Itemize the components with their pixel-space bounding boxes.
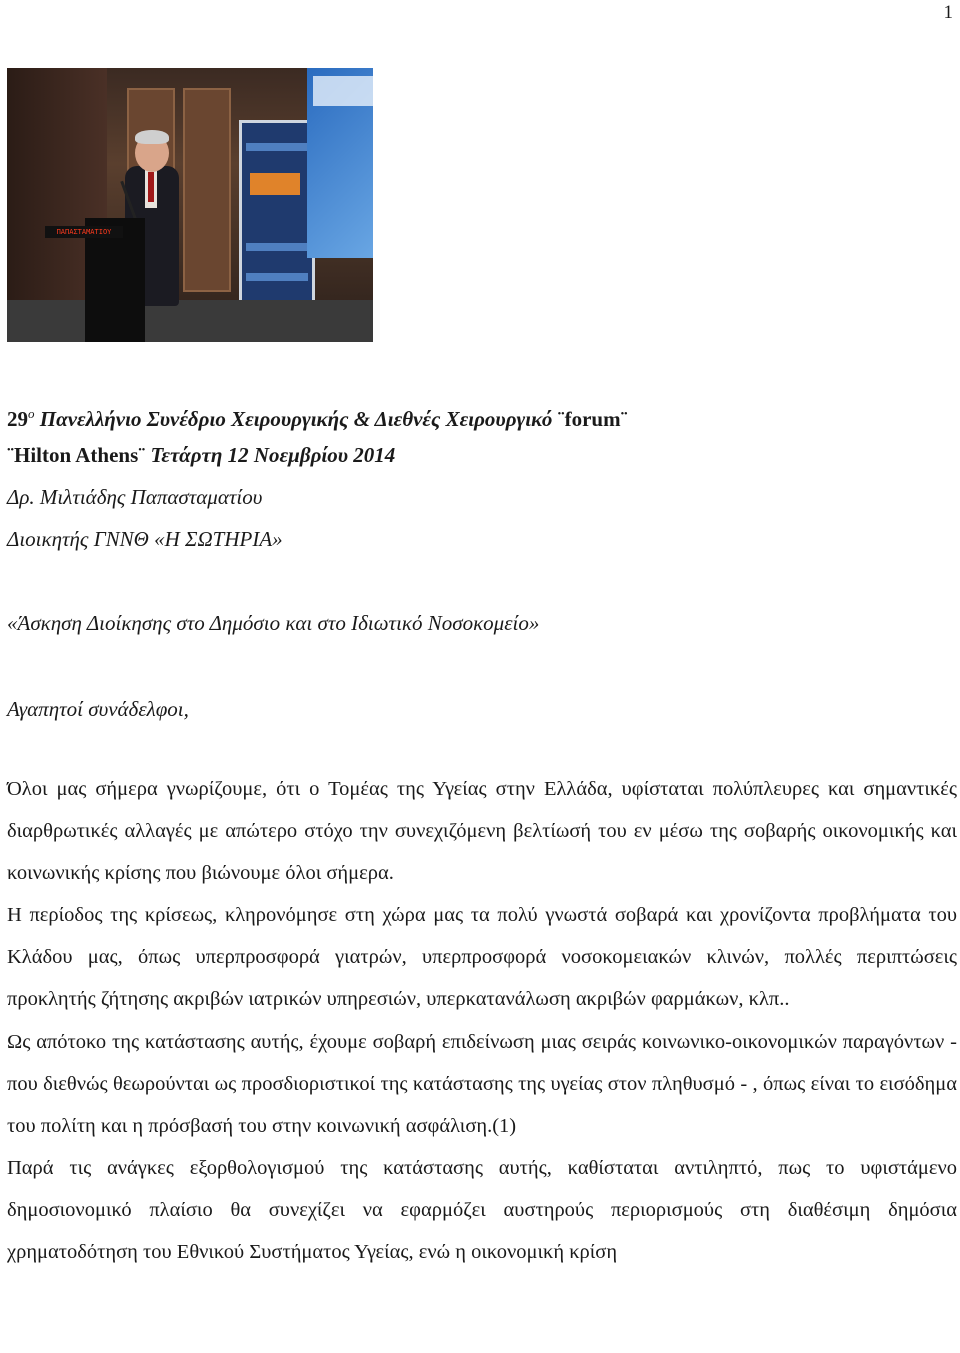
projection-screen bbox=[307, 68, 373, 258]
paragraph-1: Όλοι μας σήμερα γνωρίζουμε, ότι ο Τομέας της Υγείας στην Ελλάδα, υφίσταται πολύπλευρες και σημαντικές διαρθρωτικές αλλαγές με απώτερο στόχο την συνεχιζόμενη βελτίωσή του εν μέσω της σοβαρής οικονομικής και κοινωνικής κρίσης που βιώνουμε όλοι σήμερα. bbox=[7, 778, 957, 885]
speaker-role: Διοικητής ΓΝΝΘ «Η ΣΩΤΗΡΙΑ» bbox=[7, 527, 283, 551]
conference-name: Πανελλήνιο Συνέδριο Χειρουργικής & Διεθνές Χειρουργικό bbox=[34, 407, 558, 431]
paragraph-2: Η περίοδος της κρίσεως, κληρονόμησε στη χώρα μας τα πολύ γνωστά σοβαρά και χρονίζοντα προβλήματα του Κλάδου μας, όπως υπερπροσφορά γιατρών, υπερπροσφορά νοσοκομειακών κλινών, πολλές περιπτώσεις προκλητής ζήτησης ακριβών ιατρικών υπηρεσιών, υπερκατανάλωση ακριβών φαρμάκων, κλπ.. bbox=[7, 904, 957, 1011]
paragraph-4: Παρά τις ανάγκες εξορθολογισμού της κατάστασης αυτής, καθίσταται αντιληπτό, πως το υφιστάμενο δημοσιονομικό πλαίσιο θα συνεχίζει να εφαρμόζει αυστηρούς περιορισμούς στη διαθέσιμη δημόσια χρηματοδότηση του Εθνικού Συστήματος Υγείας, ενώ η οικονομική κρίση bbox=[7, 1156, 957, 1264]
greeting: Αγαπητοί συνάδελφοι, bbox=[7, 697, 189, 721]
edition-number: 29 bbox=[7, 407, 28, 431]
talk-title: «Άσκηση Διοίκησης στο Δημόσιο και στο Ιδιωτικό Νοσοκομείο» bbox=[7, 611, 540, 635]
conference-photo bbox=[7, 68, 373, 342]
body-text bbox=[7, 768, 957, 1273]
venue-date-line bbox=[7, 443, 395, 467]
venue: ¨Hilton Athens¨ bbox=[7, 443, 146, 467]
speaker-name: Δρ. Μιλτιάδης Παπασταματίου bbox=[7, 485, 263, 509]
event-date: Τετάρτη 12 Νοεμβρίου 2014 bbox=[145, 443, 396, 467]
paragraph-3: Ως απότοκο της κατάστασης αυτής, έχουμε σοβαρή επιδείνωση μιας σειράς κοινωνικο-οικονομικών παραγόντων - που διεθνώς θεωρούνται ως προσδιοριστικοί της κατάστασης της υγείας στον πληθυσμό - , όπως είναι το εισόδημα του πολίτη και η πρόσβασή του στην κοινωνική ασφάλιση.(1) bbox=[7, 1030, 957, 1137]
photo-floor bbox=[7, 300, 373, 342]
forum-label: ¨forum¨ bbox=[557, 407, 628, 431]
podium-nameplate: ΠΑΠΑΣΤΑΜΑΤΙΟΥ bbox=[45, 226, 123, 238]
conference-line bbox=[7, 402, 628, 431]
page-number: 1 bbox=[943, 2, 953, 23]
photo-wall-panel bbox=[183, 88, 231, 292]
ordinal-mark: ο bbox=[28, 406, 35, 421]
